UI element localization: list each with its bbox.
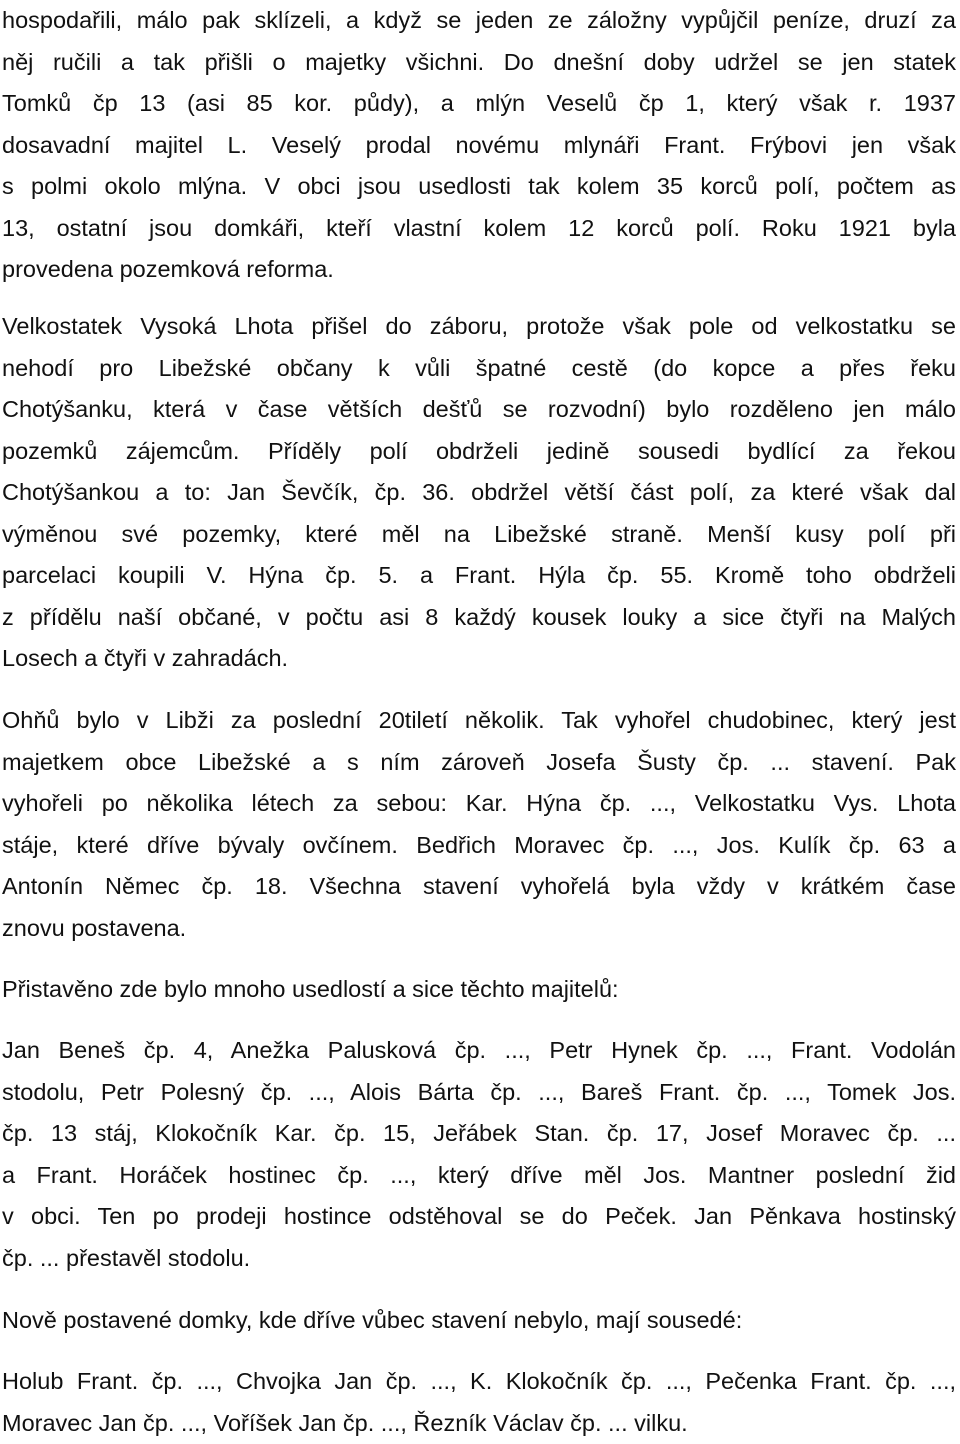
text-line: Chotýšankou a to: Jan Ševčík, čp. 36. obdržel větší část polí, za které však dal xyxy=(2,472,956,514)
text-line: Moravec Jan čp. ..., Voříšek Jan čp. ..., Řezník Václav čp. ... vilku. xyxy=(2,1403,956,1444)
text-line: s polmi okolo mlýna. V obci jsou usedlosti tak kolem 35 korců polí, počtem as xyxy=(2,166,956,208)
text-line: a Frant. Horáček hostinec čp. ..., který dříve měl Jos. Mantner poslední žid xyxy=(2,1155,956,1197)
text-line: stáje, které dříve bývaly ovčínem. Bedřich Moravec čp. ..., Jos. Kulík čp. 63 a xyxy=(2,825,956,867)
text-line: Velkostatek Vysoká Lhota přišel do záboru, protože však pole od velkostatku se xyxy=(2,306,956,348)
text-line: majetkem obce Libežské a s ním zároveň Josefa Šusty čp. ... stavení. Pak xyxy=(2,742,956,784)
text-line: z přídělu naší občané, v počtu asi 8 každý kousek louky a sice čtyři na Malých xyxy=(2,597,956,639)
text-line: Tomků čp 13 (asi 85 kor. půdy), a mlýn Veselů čp 1, který však r. 1937 xyxy=(2,83,956,125)
text-line: pozemků zájemcům. Příděly polí obdrželi jedině sousedi bydlící za řekou xyxy=(2,431,956,473)
text-line: Jan Beneš čp. 4, Anežka Palusková čp. ..., Petr Hynek čp. ..., Frant. Vodolán xyxy=(2,1030,956,1072)
text-line: něj ručili a tak přišli o majetky všichni. Do dnešní doby udržel se jen statek xyxy=(2,42,956,84)
text-line: dosavadní majitel L. Veselý prodal novému mlynáři Frant. Frýbovi jen však xyxy=(2,125,956,167)
paragraph-new-houses-heading xyxy=(2,1300,956,1342)
text-line: Chotýšanku, která v čase větších dešťů se rozvodní) bylo rozděleno jen málo xyxy=(2,389,956,431)
text-line: Přistavěno zde bylo mnoho usedlostí a sice těchto majitelů: xyxy=(2,969,956,1011)
text-line: Ohňů bylo v Libži za poslední 20tiletí několik. Tak vyhořel chudobinec, který jest xyxy=(2,700,956,742)
paragraph-land-reform xyxy=(2,306,956,680)
text-line: znovu postavena. xyxy=(2,908,956,950)
text-line: Holub Frant. čp. ..., Chvojka Jan čp. ..., K. Klokočník čp. ..., Pečenka Frant. čp. ..., xyxy=(2,1361,956,1403)
text-line: hospodařili, málo pak sklízeli, a když se jeden ze záložny vypůjčil peníze, druzí za xyxy=(2,0,956,42)
text-line: čp. 13 stáj, Klokočník Kar. čp. 15, Jeřábek Stan. čp. 17, Josef Moravec čp. ... xyxy=(2,1113,956,1155)
text-line: provedena pozemková reforma. xyxy=(2,249,956,291)
paragraph-fires xyxy=(2,700,956,949)
paragraph-new-houses-list xyxy=(2,1361,956,1444)
text-line: Antonín Němec čp. 18. Všechna stavení vyhořelá byla vždy v krátkém čase xyxy=(2,866,956,908)
text-line: výměnou své pozemky, které měl na Libežské straně. Menší kusy polí při xyxy=(2,514,956,556)
paragraph-farms xyxy=(2,0,956,291)
paragraph-extensions-heading xyxy=(2,969,956,1011)
text-line: vyhořeli po několika létech za sebou: Kar. Hýna čp. ..., Velkostatku Vys. Lhota xyxy=(2,783,956,825)
text-line: parcelaci koupili V. Hýna čp. 5. a Frant. Hýla čp. 55. Kromě toho obdrželi xyxy=(2,555,956,597)
text-line: stodolu, Petr Polesný čp. ..., Alois Bárta čp. ..., Bareš Frant. čp. ..., Tomek Jos. xyxy=(2,1072,956,1114)
text-line: nehodí pro Libežské občany k vůli špatné cestě (do kopce a přes řeku xyxy=(2,348,956,390)
paragraph-extensions-list xyxy=(2,1030,956,1279)
text-line: čp. ... přestavěl stodolu. xyxy=(2,1238,956,1280)
text-line: v obci. Ten po prodeji hostince odstěhoval se do Peček. Jan Pěnkava hostinský xyxy=(2,1196,956,1238)
text-line: 13, ostatní jsou domkáři, kteří vlastní kolem 12 korců polí. Roku 1921 byla xyxy=(2,208,956,250)
text-line: Nově postavené domky, kde dříve vůbec stavení nebylo, mají sousedé: xyxy=(2,1300,956,1342)
text-line: Losech a čtyři v zahradách. xyxy=(2,638,956,680)
